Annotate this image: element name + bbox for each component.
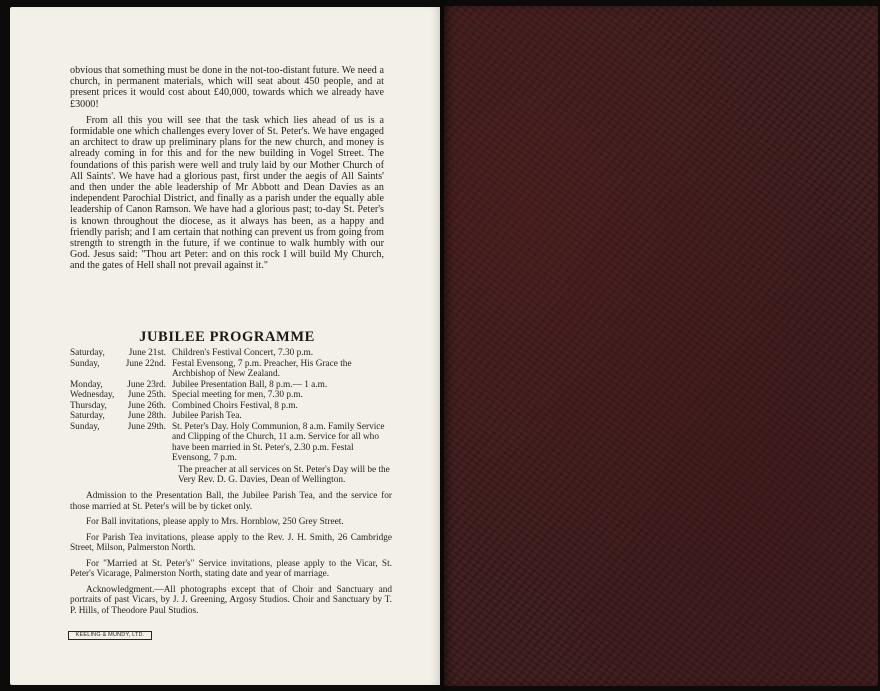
programme-heading: JUBILEE PROGRAMME <box>139 329 315 345</box>
notes <box>70 491 392 621</box>
event-date: June 25th. <box>127 390 166 400</box>
back-cover <box>444 6 878 686</box>
programme-row <box>70 422 390 464</box>
event-date: June 21st. <box>128 348 166 358</box>
preacher-note: The preacher at all services on St. Peter's Day will be the Very Rev. D. G. Davies, Dean of Wellington. <box>178 464 390 485</box>
event-day: Monday, <box>70 379 103 390</box>
event-day: Wednesday, <box>70 390 115 400</box>
note-married-service: For "Married at St. Peter's" Service invitations, please apply to the Vicar, St. Peter's Vicarage, Palmerston North, stating date and year of marriage. <box>70 558 392 579</box>
programme-row <box>70 411 390 422</box>
event-date: June 28th. <box>127 411 166 421</box>
body-paragraph: obvious that something must be done in the not-too-distant future. We need a church, in permanent materials, which will seat about 450 people, and at present prices it would cost about £40,000, towards which we already have £3000! <box>70 65 384 110</box>
programme-row <box>70 359 390 380</box>
programme-row <box>70 401 390 412</box>
event-date: June 22nd. <box>125 358 166 369</box>
programme-row <box>70 390 390 401</box>
event-description: Jubilee Parish Tea. <box>172 411 242 421</box>
event-day: Saturday, <box>70 348 105 358</box>
body-paragraph: From all this you will see that the task which lies ahead of us is a formidable one which challenges every lover of St. Peter's. We have engaged an architect to draw up preliminary plans for the new church, and money is already coming in for this and for the new building in Vogel Street. The foundations of this parish were well and truly laid by our Mother Church of All Saints'. We have had a glorious past, first under the aegis of All Saints' and then under the able leadership of Mr Abbott and Dean Davies as an independent Parochial District, and finally as a parish under the equally able leadership of Canon Ramson. We have had a glorious past; to-day St. Peter's is known throughout the diocese, as it always has been, as a happy and friendly parish; and I am certain that nothing can prevent us from going from strength to strength in the future, if we continue to walk humbly with our God. Jesus said: "Thou art Peter: and on this rock I will build My Church, and the gates of Hell shall not prevail against it." <box>70 114 384 272</box>
event-date: June 29th. <box>127 421 166 432</box>
note-admission: Admission to the Presentation Ball, the Jubilee Parish Tea, and the service for those married at St. Peter's will be by ticket only. <box>70 491 392 512</box>
event-description: Combined Choirs Festival, 8 p.m. <box>172 400 298 411</box>
event-date: June 23rd. <box>127 379 166 390</box>
programme-list <box>70 348 390 486</box>
event-description: Festal Evensong, 7 p.m. Preacher, His Grace the Archbishop of New Zealand. <box>172 358 352 379</box>
note-acknowledgment: Acknowledgment.—All photographs except that of Choir and Sanctuary and portraits of past Vicars, by J. J. Greening, Argosy Studios. Choir and Sanctuary by T. P. Hills, of Theodore Paul Studios. <box>70 584 392 616</box>
left-page <box>10 7 442 685</box>
event-description: Children's Festival Concert, 7.30 p.m. <box>172 348 314 358</box>
event-description: Jubilee Presentation Ball, 8 p.m.— 1 a.m. <box>172 379 328 390</box>
body-text <box>70 65 384 277</box>
event-description: St. Peter's Day. Holy Communion, 8 a.m. Family Service and Clipping of the Church, 11 a.m. Service for all who have been married in St. Peter's, 2.30 p.m. Festal Evensong, 7 p.m. <box>172 421 385 463</box>
event-day: Sunday, <box>70 358 100 369</box>
event-date: June 26th. <box>127 400 166 411</box>
event-day: Thursday, <box>70 400 107 411</box>
event-day: Saturday, <box>70 411 105 421</box>
programme-row <box>70 380 390 391</box>
programme-row <box>70 348 390 359</box>
note-tea-invitations: For Parish Tea invitations, please apply to the Rev. J. H. Smith, 26 Cambridge Street, Milson, Palmerston North. <box>70 532 392 553</box>
event-day: Sunday, <box>70 421 100 432</box>
note-ball-invitations: For Ball invitations, please apply to Mrs. Hornblow, 250 Grey Street. <box>86 517 344 527</box>
event-description: Special meeting for men, 7.30 p.m. <box>172 390 303 400</box>
printer-mark: KEELING & MUNDY, LTD. <box>68 631 152 640</box>
